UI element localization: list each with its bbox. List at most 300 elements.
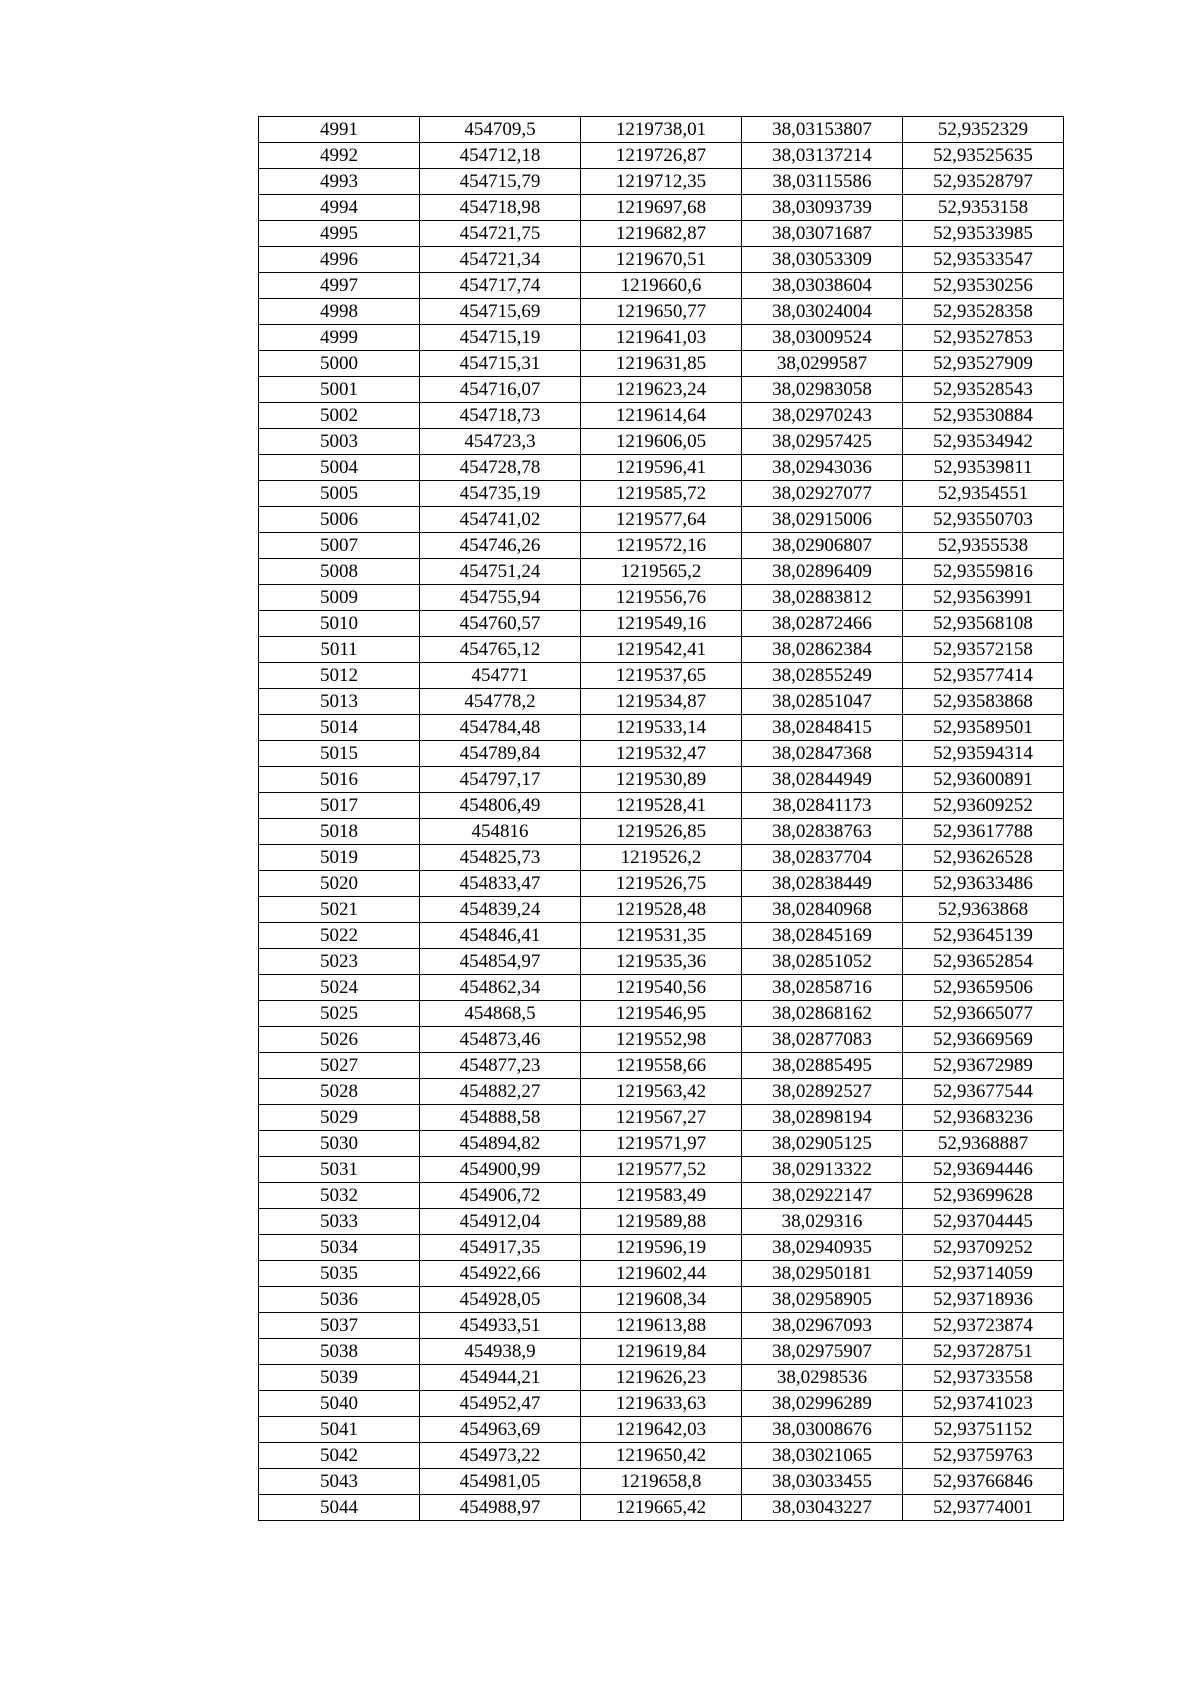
- longitude-cell: 38,03153807: [742, 117, 903, 143]
- y-coordinate-cell: 1219660,6: [581, 273, 742, 299]
- point-number-cell: 5040: [259, 1391, 420, 1417]
- y-coordinate-cell: 1219712,35: [581, 169, 742, 195]
- y-coordinate-cell: 1219665,42: [581, 1495, 742, 1521]
- point-number-cell: 5014: [259, 715, 420, 741]
- y-coordinate-cell: 1219534,87: [581, 689, 742, 715]
- table-row: [259, 1001, 1064, 1027]
- latitude-cell: 52,93709252: [903, 1235, 1064, 1261]
- point-number-cell: 5009: [259, 585, 420, 611]
- y-coordinate-cell: 1219613,88: [581, 1313, 742, 1339]
- y-coordinate-cell: 1219633,63: [581, 1391, 742, 1417]
- point-number-cell: 5000: [259, 351, 420, 377]
- latitude-cell: 52,93718936: [903, 1287, 1064, 1313]
- longitude-cell: 38,02996289: [742, 1391, 903, 1417]
- latitude-cell: 52,93759763: [903, 1443, 1064, 1469]
- longitude-cell: 38,02940935: [742, 1235, 903, 1261]
- y-coordinate-cell: 1219535,36: [581, 949, 742, 975]
- latitude-cell: 52,9368887: [903, 1131, 1064, 1157]
- y-coordinate-cell: 1219596,19: [581, 1235, 742, 1261]
- table-row: [259, 1313, 1064, 1339]
- table-row: [259, 533, 1064, 559]
- y-coordinate-cell: 1219526,85: [581, 819, 742, 845]
- y-coordinate-cell: 1219642,03: [581, 1417, 742, 1443]
- table-row: [259, 169, 1064, 195]
- point-number-cell: 5042: [259, 1443, 420, 1469]
- latitude-cell: 52,93563991: [903, 585, 1064, 611]
- latitude-cell: 52,93683236: [903, 1105, 1064, 1131]
- latitude-cell: 52,93568108: [903, 611, 1064, 637]
- point-number-cell: 5001: [259, 377, 420, 403]
- table-row: [259, 689, 1064, 715]
- x-coordinate-cell: 454839,24: [420, 897, 581, 923]
- point-number-cell: 5017: [259, 793, 420, 819]
- table-row: [259, 637, 1064, 663]
- point-number-cell: 5038: [259, 1339, 420, 1365]
- x-coordinate-cell: 454715,31: [420, 351, 581, 377]
- x-coordinate-cell: 454721,75: [420, 221, 581, 247]
- table-row: [259, 117, 1064, 143]
- longitude-cell: 38,03009524: [742, 325, 903, 351]
- longitude-cell: 38,0299587: [742, 351, 903, 377]
- longitude-cell: 38,02883812: [742, 585, 903, 611]
- coordinates-table-body: [259, 117, 1064, 1521]
- x-coordinate-cell: 454728,78: [420, 455, 581, 481]
- table-row: [259, 1131, 1064, 1157]
- latitude-cell: 52,93530256: [903, 273, 1064, 299]
- x-coordinate-cell: 454806,49: [420, 793, 581, 819]
- y-coordinate-cell: 1219577,52: [581, 1157, 742, 1183]
- point-number-cell: 5021: [259, 897, 420, 923]
- longitude-cell: 38,03008676: [742, 1417, 903, 1443]
- latitude-cell: 52,93594314: [903, 741, 1064, 767]
- point-number-cell: 5007: [259, 533, 420, 559]
- y-coordinate-cell: 1219563,42: [581, 1079, 742, 1105]
- point-number-cell: 5013: [259, 689, 420, 715]
- y-coordinate-cell: 1219631,85: [581, 351, 742, 377]
- longitude-cell: 38,02943036: [742, 455, 903, 481]
- x-coordinate-cell: 454928,05: [420, 1287, 581, 1313]
- point-number-cell: 4995: [259, 221, 420, 247]
- point-number-cell: 5010: [259, 611, 420, 637]
- y-coordinate-cell: 1219650,42: [581, 1443, 742, 1469]
- table-row: [259, 273, 1064, 299]
- table-row: [259, 1079, 1064, 1105]
- y-coordinate-cell: 1219530,89: [581, 767, 742, 793]
- longitude-cell: 38,02868162: [742, 1001, 903, 1027]
- longitude-cell: 38,02970243: [742, 403, 903, 429]
- x-coordinate-cell: 454973,22: [420, 1443, 581, 1469]
- longitude-cell: 38,02841173: [742, 793, 903, 819]
- point-number-cell: 5023: [259, 949, 420, 975]
- x-coordinate-cell: 454755,94: [420, 585, 581, 611]
- table-row: [259, 377, 1064, 403]
- table-row: [259, 403, 1064, 429]
- y-coordinate-cell: 1219596,41: [581, 455, 742, 481]
- table-row: [259, 507, 1064, 533]
- x-coordinate-cell: 454912,04: [420, 1209, 581, 1235]
- y-coordinate-cell: 1219552,98: [581, 1027, 742, 1053]
- longitude-cell: 38,03137214: [742, 143, 903, 169]
- longitude-cell: 38,0298536: [742, 1365, 903, 1391]
- y-coordinate-cell: 1219556,76: [581, 585, 742, 611]
- latitude-cell: 52,93741023: [903, 1391, 1064, 1417]
- x-coordinate-cell: 454816: [420, 819, 581, 845]
- latitude-cell: 52,93728751: [903, 1339, 1064, 1365]
- latitude-cell: 52,93528543: [903, 377, 1064, 403]
- table-row: [259, 1339, 1064, 1365]
- longitude-cell: 38,02905125: [742, 1131, 903, 1157]
- table-row: [259, 1417, 1064, 1443]
- table-row: [259, 1157, 1064, 1183]
- longitude-cell: 38,02851047: [742, 689, 903, 715]
- latitude-cell: 52,93704445: [903, 1209, 1064, 1235]
- point-number-cell: 5003: [259, 429, 420, 455]
- latitude-cell: 52,93669569: [903, 1027, 1064, 1053]
- table-row: [259, 741, 1064, 767]
- table-row: [259, 715, 1064, 741]
- y-coordinate-cell: 1219658,8: [581, 1469, 742, 1495]
- longitude-cell: 38,02975907: [742, 1339, 903, 1365]
- latitude-cell: 52,93733558: [903, 1365, 1064, 1391]
- latitude-cell: 52,93527853: [903, 325, 1064, 351]
- table-row: [259, 923, 1064, 949]
- longitude-cell: 38,03021065: [742, 1443, 903, 1469]
- x-coordinate-cell: 454981,05: [420, 1469, 581, 1495]
- x-coordinate-cell: 454825,73: [420, 845, 581, 871]
- point-number-cell: 5025: [259, 1001, 420, 1027]
- longitude-cell: 38,02915006: [742, 507, 903, 533]
- point-number-cell: 5024: [259, 975, 420, 1001]
- x-coordinate-cell: 454906,72: [420, 1183, 581, 1209]
- point-number-cell: 5029: [259, 1105, 420, 1131]
- longitude-cell: 38,02898194: [742, 1105, 903, 1131]
- longitude-cell: 38,02913322: [742, 1157, 903, 1183]
- point-number-cell: 5032: [259, 1183, 420, 1209]
- longitude-cell: 38,02858716: [742, 975, 903, 1001]
- longitude-cell: 38,02847368: [742, 741, 903, 767]
- longitude-cell: 38,02892527: [742, 1079, 903, 1105]
- table-row: [259, 1183, 1064, 1209]
- x-coordinate-cell: 454735,19: [420, 481, 581, 507]
- y-coordinate-cell: 1219526,75: [581, 871, 742, 897]
- table-row: [259, 429, 1064, 455]
- x-coordinate-cell: 454784,48: [420, 715, 581, 741]
- point-number-cell: 5041: [259, 1417, 420, 1443]
- longitude-cell: 38,02983058: [742, 377, 903, 403]
- x-coordinate-cell: 454797,17: [420, 767, 581, 793]
- latitude-cell: 52,93559816: [903, 559, 1064, 585]
- point-number-cell: 5033: [259, 1209, 420, 1235]
- longitude-cell: 38,03071687: [742, 221, 903, 247]
- x-coordinate-cell: 454718,98: [420, 195, 581, 221]
- table-row: [259, 1105, 1064, 1131]
- y-coordinate-cell: 1219537,65: [581, 663, 742, 689]
- table-row: [259, 1365, 1064, 1391]
- point-number-cell: 5028: [259, 1079, 420, 1105]
- x-coordinate-cell: 454715,79: [420, 169, 581, 195]
- point-number-cell: 5030: [259, 1131, 420, 1157]
- y-coordinate-cell: 1219532,47: [581, 741, 742, 767]
- longitude-cell: 38,02838449: [742, 871, 903, 897]
- x-coordinate-cell: 454877,23: [420, 1053, 581, 1079]
- latitude-cell: 52,93572158: [903, 637, 1064, 663]
- y-coordinate-cell: 1219608,34: [581, 1287, 742, 1313]
- table-row: [259, 247, 1064, 273]
- table-row: [259, 1235, 1064, 1261]
- y-coordinate-cell: 1219726,87: [581, 143, 742, 169]
- point-number-cell: 5022: [259, 923, 420, 949]
- x-coordinate-cell: 454746,26: [420, 533, 581, 559]
- x-coordinate-cell: 454938,9: [420, 1339, 581, 1365]
- point-number-cell: 5026: [259, 1027, 420, 1053]
- y-coordinate-cell: 1219670,51: [581, 247, 742, 273]
- x-coordinate-cell: 454709,5: [420, 117, 581, 143]
- point-number-cell: 5006: [259, 507, 420, 533]
- longitude-cell: 38,03053309: [742, 247, 903, 273]
- point-number-cell: 5002: [259, 403, 420, 429]
- latitude-cell: 52,93609252: [903, 793, 1064, 819]
- latitude-cell: 52,93774001: [903, 1495, 1064, 1521]
- y-coordinate-cell: 1219585,72: [581, 481, 742, 507]
- y-coordinate-cell: 1219558,66: [581, 1053, 742, 1079]
- table-row: [259, 1469, 1064, 1495]
- longitude-cell: 38,02896409: [742, 559, 903, 585]
- point-number-cell: 5015: [259, 741, 420, 767]
- longitude-cell: 38,02906807: [742, 533, 903, 559]
- table-row: [259, 897, 1064, 923]
- table-row: [259, 1495, 1064, 1521]
- table-row: [259, 819, 1064, 845]
- latitude-cell: 52,93527909: [903, 351, 1064, 377]
- latitude-cell: 52,93723874: [903, 1313, 1064, 1339]
- point-number-cell: 5039: [259, 1365, 420, 1391]
- x-coordinate-cell: 454771: [420, 663, 581, 689]
- table-row: [259, 455, 1064, 481]
- table-row: [259, 1287, 1064, 1313]
- x-coordinate-cell: 454882,27: [420, 1079, 581, 1105]
- y-coordinate-cell: 1219606,05: [581, 429, 742, 455]
- latitude-cell: 52,93577414: [903, 663, 1064, 689]
- y-coordinate-cell: 1219623,24: [581, 377, 742, 403]
- table-row: [259, 1027, 1064, 1053]
- y-coordinate-cell: 1219526,2: [581, 845, 742, 871]
- longitude-cell: 38,02848415: [742, 715, 903, 741]
- point-number-cell: 5019: [259, 845, 420, 871]
- longitude-cell: 38,02840968: [742, 897, 903, 923]
- table-row: [259, 1053, 1064, 1079]
- point-number-cell: 4997: [259, 273, 420, 299]
- longitude-cell: 38,03043227: [742, 1495, 903, 1521]
- point-number-cell: 4998: [259, 299, 420, 325]
- table-row: [259, 143, 1064, 169]
- y-coordinate-cell: 1219565,2: [581, 559, 742, 585]
- latitude-cell: 52,93677544: [903, 1079, 1064, 1105]
- coordinates-table: [258, 116, 1064, 1521]
- point-number-cell: 5020: [259, 871, 420, 897]
- x-coordinate-cell: 454900,99: [420, 1157, 581, 1183]
- x-coordinate-cell: 454712,18: [420, 143, 581, 169]
- latitude-cell: 52,93528797: [903, 169, 1064, 195]
- point-number-cell: 5011: [259, 637, 420, 663]
- point-number-cell: 5043: [259, 1469, 420, 1495]
- table-row: [259, 949, 1064, 975]
- table-row: [259, 871, 1064, 897]
- latitude-cell: 52,93589501: [903, 715, 1064, 741]
- x-coordinate-cell: 454765,12: [420, 637, 581, 663]
- y-coordinate-cell: 1219738,01: [581, 117, 742, 143]
- table-row: [259, 1209, 1064, 1235]
- y-coordinate-cell: 1219549,16: [581, 611, 742, 637]
- latitude-cell: 52,93652854: [903, 949, 1064, 975]
- latitude-cell: 52,93528358: [903, 299, 1064, 325]
- point-number-cell: 5004: [259, 455, 420, 481]
- x-coordinate-cell: 454888,58: [420, 1105, 581, 1131]
- point-number-cell: 5031: [259, 1157, 420, 1183]
- table-row: [259, 195, 1064, 221]
- point-number-cell: 5036: [259, 1287, 420, 1313]
- table-row: [259, 663, 1064, 689]
- longitude-cell: 38,02877083: [742, 1027, 903, 1053]
- longitude-cell: 38,02885495: [742, 1053, 903, 1079]
- longitude-cell: 38,02957425: [742, 429, 903, 455]
- table-row: [259, 585, 1064, 611]
- longitude-cell: 38,02958905: [742, 1287, 903, 1313]
- x-coordinate-cell: 454944,21: [420, 1365, 581, 1391]
- longitude-cell: 38,02862384: [742, 637, 903, 663]
- point-number-cell: 5008: [259, 559, 420, 585]
- longitude-cell: 38,03093739: [742, 195, 903, 221]
- latitude-cell: 52,93766846: [903, 1469, 1064, 1495]
- x-coordinate-cell: 454760,57: [420, 611, 581, 637]
- x-coordinate-cell: 454718,73: [420, 403, 581, 429]
- latitude-cell: 52,93645139: [903, 923, 1064, 949]
- table-row: [259, 845, 1064, 871]
- y-coordinate-cell: 1219619,84: [581, 1339, 742, 1365]
- point-number-cell: 4994: [259, 195, 420, 221]
- table-row: [259, 793, 1064, 819]
- point-number-cell: 5037: [259, 1313, 420, 1339]
- longitude-cell: 38,029316: [742, 1209, 903, 1235]
- y-coordinate-cell: 1219533,14: [581, 715, 742, 741]
- x-coordinate-cell: 454963,69: [420, 1417, 581, 1443]
- latitude-cell: 52,93626528: [903, 845, 1064, 871]
- x-coordinate-cell: 454917,35: [420, 1235, 581, 1261]
- x-coordinate-cell: 454988,97: [420, 1495, 581, 1521]
- y-coordinate-cell: 1219650,77: [581, 299, 742, 325]
- x-coordinate-cell: 454715,19: [420, 325, 581, 351]
- y-coordinate-cell: 1219571,97: [581, 1131, 742, 1157]
- y-coordinate-cell: 1219577,64: [581, 507, 742, 533]
- latitude-cell: 52,9363868: [903, 897, 1064, 923]
- y-coordinate-cell: 1219641,03: [581, 325, 742, 351]
- longitude-cell: 38,02855249: [742, 663, 903, 689]
- y-coordinate-cell: 1219682,87: [581, 221, 742, 247]
- point-number-cell: 5034: [259, 1235, 420, 1261]
- latitude-cell: 52,93530884: [903, 403, 1064, 429]
- y-coordinate-cell: 1219614,64: [581, 403, 742, 429]
- latitude-cell: 52,9354551: [903, 481, 1064, 507]
- x-coordinate-cell: 454873,46: [420, 1027, 581, 1053]
- longitude-cell: 38,02872466: [742, 611, 903, 637]
- latitude-cell: 52,9355538: [903, 533, 1064, 559]
- table-row: [259, 299, 1064, 325]
- table-row: [259, 611, 1064, 637]
- longitude-cell: 38,02967093: [742, 1313, 903, 1339]
- x-coordinate-cell: 454846,41: [420, 923, 581, 949]
- latitude-cell: 52,93659506: [903, 975, 1064, 1001]
- point-number-cell: 5012: [259, 663, 420, 689]
- latitude-cell: 52,93525635: [903, 143, 1064, 169]
- latitude-cell: 52,93534942: [903, 429, 1064, 455]
- y-coordinate-cell: 1219546,95: [581, 1001, 742, 1027]
- y-coordinate-cell: 1219531,35: [581, 923, 742, 949]
- longitude-cell: 38,02838763: [742, 819, 903, 845]
- latitude-cell: 52,9352329: [903, 117, 1064, 143]
- y-coordinate-cell: 1219567,27: [581, 1105, 742, 1131]
- latitude-cell: 52,93633486: [903, 871, 1064, 897]
- x-coordinate-cell: 454933,51: [420, 1313, 581, 1339]
- latitude-cell: 52,93672989: [903, 1053, 1064, 1079]
- longitude-cell: 38,02844949: [742, 767, 903, 793]
- y-coordinate-cell: 1219626,23: [581, 1365, 742, 1391]
- point-number-cell: 5016: [259, 767, 420, 793]
- longitude-cell: 38,02837704: [742, 845, 903, 871]
- x-coordinate-cell: 454723,3: [420, 429, 581, 455]
- table-row: [259, 325, 1064, 351]
- latitude-cell: 52,9353158: [903, 195, 1064, 221]
- longitude-cell: 38,02845169: [742, 923, 903, 949]
- y-coordinate-cell: 1219697,68: [581, 195, 742, 221]
- longitude-cell: 38,02922147: [742, 1183, 903, 1209]
- longitude-cell: 38,02950181: [742, 1261, 903, 1287]
- point-number-cell: 5044: [259, 1495, 420, 1521]
- latitude-cell: 52,93665077: [903, 1001, 1064, 1027]
- x-coordinate-cell: 454778,2: [420, 689, 581, 715]
- latitude-cell: 52,93751152: [903, 1417, 1064, 1443]
- latitude-cell: 52,93694446: [903, 1157, 1064, 1183]
- x-coordinate-cell: 454833,47: [420, 871, 581, 897]
- table-row: [259, 767, 1064, 793]
- table-row: [259, 481, 1064, 507]
- latitude-cell: 52,93533985: [903, 221, 1064, 247]
- point-number-cell: 5018: [259, 819, 420, 845]
- table-row: [259, 1391, 1064, 1417]
- point-number-cell: 5027: [259, 1053, 420, 1079]
- point-number-cell: 4991: [259, 117, 420, 143]
- x-coordinate-cell: 454789,84: [420, 741, 581, 767]
- x-coordinate-cell: 454717,74: [420, 273, 581, 299]
- y-coordinate-cell: 1219602,44: [581, 1261, 742, 1287]
- latitude-cell: 52,93533547: [903, 247, 1064, 273]
- x-coordinate-cell: 454715,69: [420, 299, 581, 325]
- point-number-cell: 5005: [259, 481, 420, 507]
- table-row: [259, 1261, 1064, 1287]
- x-coordinate-cell: 454922,66: [420, 1261, 581, 1287]
- latitude-cell: 52,93714059: [903, 1261, 1064, 1287]
- latitude-cell: 52,93550703: [903, 507, 1064, 533]
- x-coordinate-cell: 454952,47: [420, 1391, 581, 1417]
- y-coordinate-cell: 1219540,56: [581, 975, 742, 1001]
- table-row: [259, 975, 1064, 1001]
- latitude-cell: 52,93617788: [903, 819, 1064, 845]
- latitude-cell: 52,93583868: [903, 689, 1064, 715]
- longitude-cell: 38,03038604: [742, 273, 903, 299]
- x-coordinate-cell: 454868,5: [420, 1001, 581, 1027]
- table-row: [259, 351, 1064, 377]
- y-coordinate-cell: 1219583,49: [581, 1183, 742, 1209]
- longitude-cell: 38,03033455: [742, 1469, 903, 1495]
- point-number-cell: 4999: [259, 325, 420, 351]
